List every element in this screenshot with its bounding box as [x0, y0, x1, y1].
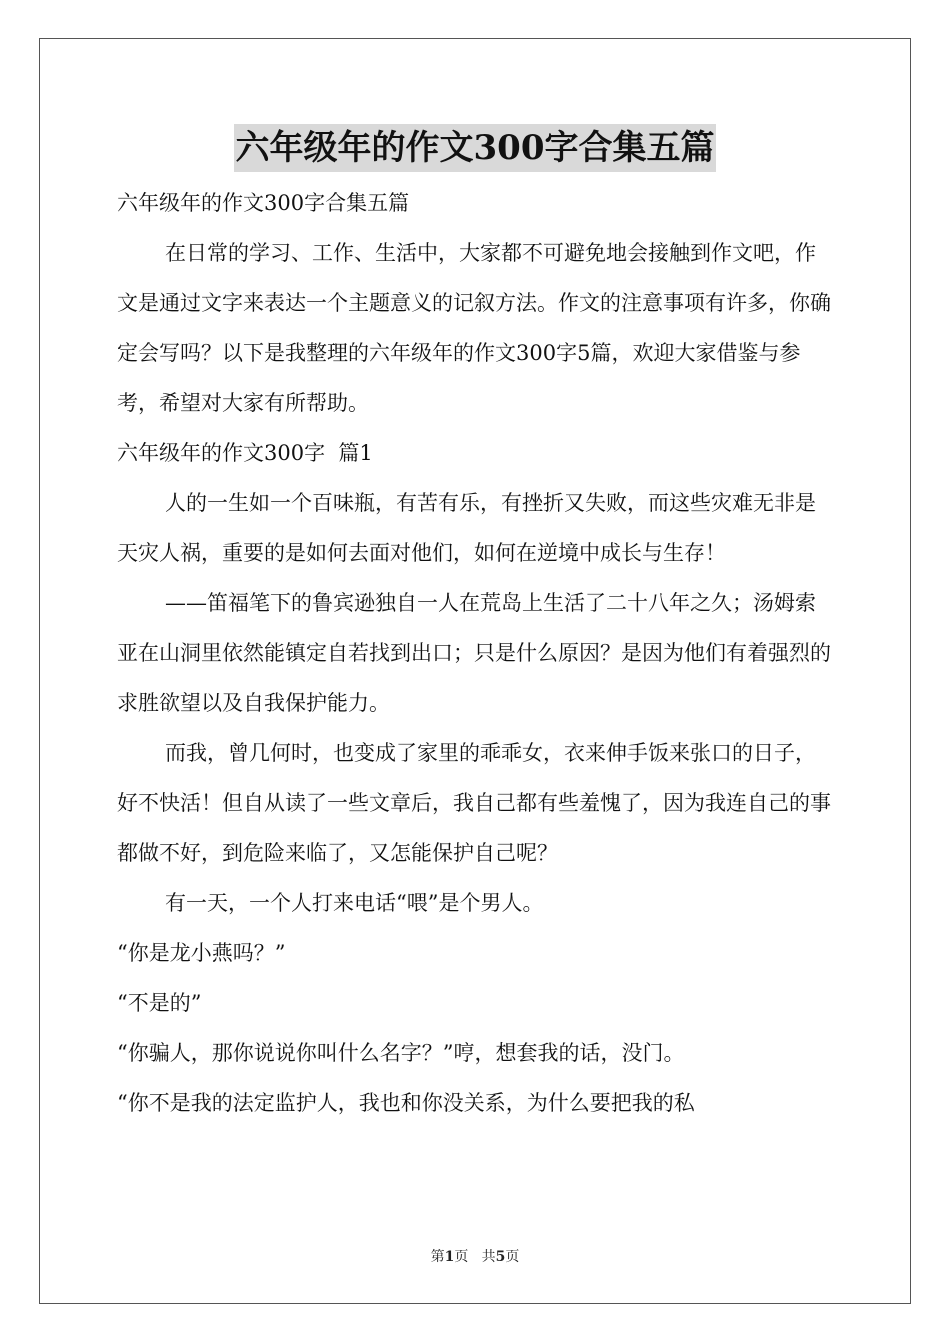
total-suffix: 页 — [505, 1249, 520, 1265]
document-title: 六年级年的作文300字合集五篇 — [234, 124, 717, 172]
body-paragraph: 而我，曾几何时，也变成了家里的乖乖女，衣来伸手饭来张口的日子，好不快活！但自从读了一些文章后，我自己都有些羞愧了，因为我连自己的事都做不好，到危险来临了，又怎能保护自己呢？ — [117, 741, 831, 865]
subtitle: 六年级年的作文300字合集五篇 — [117, 191, 410, 215]
dialogue-line: “你骗人，那你说说你叫什么名字？”哼，想套我的话，没门。 — [117, 1041, 685, 1065]
page-suffix: 页 — [454, 1249, 469, 1265]
dialogue-line: “你不是我的法定监护人，我也和你没关系，为什么要把我的私 — [117, 1091, 695, 1115]
total-pages: 5 — [495, 1249, 506, 1265]
dialogue-line: “不是的” — [117, 991, 202, 1015]
total-prefix: 共 — [481, 1249, 496, 1265]
body-paragraph: 人的一生如一个百味瓶，有苦有乐，有挫折又失败，而这些灾难无非是天灾人祸，重要的是如何去面对他们，如何在逆境中成长与生存！ — [117, 491, 816, 565]
body-paragraph: 有一天，一个人打来电话“喂”是个男人。 — [165, 891, 544, 915]
page-prefix: 第 — [430, 1249, 445, 1265]
section-heading: 六年级年的作文300字 篇1 — [117, 441, 373, 465]
document-body — [117, 178, 833, 1128]
intro-paragraph: 在日常的学习、工作、生活中，大家都不可避免地会接触到作文吧，作文是通过文字来表达一个主题意义的记叙方法。作文的注意事项有许多，你确定会写吗？以下是我整理的六年级年的作文300字5篇，欢迎大家借鉴与参考，希望对大家有所帮助。 — [117, 241, 831, 415]
dialogue-line: “你是龙小燕吗？” — [117, 941, 286, 965]
page-number: 1 — [444, 1249, 455, 1265]
body-paragraph: ——笛福笔下的鲁宾逊独自一人在荒岛上生活了二十八年之久；汤姆索亚在山洞里依然能镇定自若找到出口；只是什么原因？是因为他们有着强烈的求胜欲望以及自我保护能力。 — [117, 591, 831, 715]
page-footer — [0, 1246, 950, 1266]
title-container — [0, 124, 950, 172]
